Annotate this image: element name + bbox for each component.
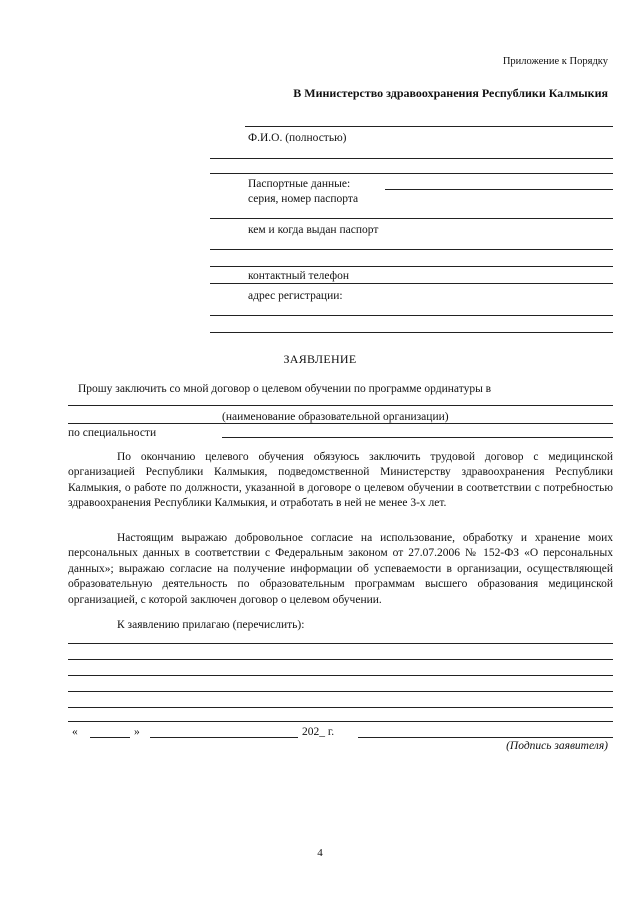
passport-line-2 [210, 218, 613, 219]
passport-series-label: серия, номер паспорта [248, 193, 359, 205]
attachment-line-1 [68, 643, 613, 644]
address-line-2 [210, 332, 613, 333]
org-caption: (наименование образовательной организации) [222, 411, 449, 423]
address-label: адрес регистрации: [248, 290, 343, 302]
specialty-line [222, 437, 613, 438]
paragraph-consent: Настоящим выражаю добровольное согласие на использование, обработку и хранение моих персональных данных в соответствии с Федеральным законом от 27.07.2006 № 152-ФЗ «О персональных данных»; выражаю согласие на получение информации об успеваемости в организации, осуществляющей образовательную деятельность по образовательным программам высшего образования медицинской организацией, с которой заключен договор о целевом обучении. [68, 532, 613, 606]
passport-issued-line [210, 249, 613, 250]
phone-label: контактный телефон [248, 270, 350, 282]
attachment-line-6 [68, 721, 613, 722]
paragraph-obligation: По окончанию целевого обучения обязуюсь заключить трудовой договор с медицинской организацией Республики Калмыкия, подведомственной Министерству здравоохранения Республики Калмыкия, о работе по должности, указанной в договоре о целевом обучении в соответствии с потребностью здравоохранения Республики Калмыкия, и отработать в ней не менее 3-х лет. [68, 451, 613, 510]
signature-caption: (Подпись заявителя) [506, 740, 608, 752]
date-open-quote: « [72, 726, 78, 738]
date-day-line [90, 737, 130, 738]
passport-data-label: Паспортные данные: [248, 178, 351, 190]
signature-line [358, 737, 613, 738]
passport-data-line [385, 189, 613, 190]
page-number: 4 [317, 847, 323, 859]
recipient-heading: В Министерство здравоохранения Республики Калмыкия [293, 86, 608, 100]
attachment-line-3 [68, 675, 613, 676]
date-month-line [150, 737, 298, 738]
date-close-quote: » [134, 726, 140, 738]
fio-line [245, 126, 613, 127]
passport-issued-line-2 [210, 266, 613, 267]
address-line [210, 315, 613, 316]
attachment-line-2 [68, 659, 613, 660]
org-line [68, 405, 613, 406]
fio-label: Ф.И.О. (полностью) [248, 132, 347, 144]
passport-issued-label: кем и когда выдан паспорт [248, 224, 379, 236]
fio-line-3 [210, 173, 613, 174]
specialty-label: по специальности [68, 427, 157, 439]
attachment-line-5 [68, 707, 613, 708]
fio-line-2 [210, 158, 613, 159]
attachments-label: К заявлению прилагаю (перечислить): [117, 619, 305, 631]
request-text: Прошу заключить со мной договор о целевом обучении по программе ординатуры в [78, 383, 492, 395]
appendix-note: Приложение к Порядку [502, 56, 608, 67]
date-year: 202_ г. [302, 726, 335, 738]
attachment-line-4 [68, 691, 613, 692]
document-title: ЗАЯВЛЕНИЕ [283, 352, 357, 366]
org-caption-line [68, 423, 613, 424]
phone-line [210, 283, 613, 284]
